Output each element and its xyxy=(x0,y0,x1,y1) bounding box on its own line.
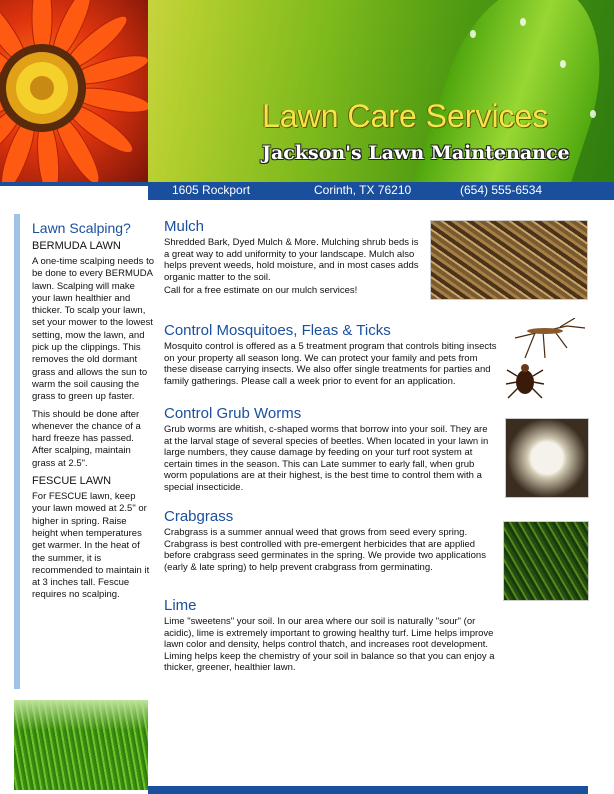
contact-bar xyxy=(148,182,614,200)
mulch-text: Shredded Bark, Dyed Mulch & More. Mulching shrub beds is a great way to add uniformity to your landscape. Mulch also helps prevent weeds, hold moisture, and in most cases adds organic matter to the soil. xyxy=(164,237,419,283)
mulch-heading: Mulch xyxy=(164,218,205,235)
section-lime xyxy=(164,597,504,674)
company-name: Jackson's Lawn Maintenance xyxy=(262,142,570,164)
section-mosquitoes xyxy=(164,322,498,387)
mosquito-tick-illustration xyxy=(505,318,589,408)
sidebar-heading: Lawn Scalping? xyxy=(32,220,131,236)
page-title: Lawn Care Services xyxy=(262,98,549,134)
mosquito-text: Mosquito control is offered as a 5 treatment program that controls biting insects on your property all season long. We can protect your family and pets from these disease carrying insects. We also offer single treatments for parties and family gatherings. Please call a week prior to event for an application. xyxy=(164,341,497,387)
header-divider xyxy=(0,182,148,186)
section-crabgrass xyxy=(164,508,490,573)
grub-text: Grub worms are whitish, c-shaped worms that borrow into your soil. They are at the larval stage of several species of beetles. When located in your lawn in large numbers, they cause damage by feeding on your turf root system at certain times in the season. This can Late summer to early fall, when grub worm populations are at their highest, is the best time to control them with a special insecticide. xyxy=(164,424,489,493)
bermuda-heading: BERMUDA LAWN xyxy=(32,240,121,252)
bermuda-text: A one-time scalping needs to be done to every BERMUDA lawn. Scalping will make your lawn healthier and thicker. To scalp your lawn, set your mower to the lowest setting, mow the lawn, and pick up the clippings. This removes the old dormant grass and allows the sun to warm the soil causing the grass to green up faster. xyxy=(32,256,154,403)
fescue-text: For FESCUE lawn, keep your lawn mowed at 2.5" or higher in spring. Raise height when temperatures get warmer. In the heat of the summer, it is recommended to maintain it at 3 inches tall. Fescue requires no scalping. xyxy=(32,491,150,601)
grub-worm-photo xyxy=(505,418,589,498)
fescue-heading: FESCUE LAWN xyxy=(32,475,112,488)
grass-photo-highlight xyxy=(14,700,148,730)
lime-text: Lime "sweetens" your soil. In our area where our soil is naturally "sour" (or acidic), lime is extremely important to growing healthy turf. Lime helps improve lawn color and density, helps control thatch, and increases root development. Liming helps keep the chemistry of your soil in balance so that you can enjoy a thicker, greener, healthier lawn. xyxy=(164,616,495,674)
bermuda-text-2: This should be done after whenever the chance of a hard freeze has passed. After scalping, maintain grass at 2.5". xyxy=(32,408,141,469)
water-drop-icon xyxy=(560,60,566,68)
section-grub-worms xyxy=(164,405,498,494)
street-address: 1605 Rockport xyxy=(172,183,251,197)
mulch-photo xyxy=(430,220,588,300)
crabgrass-photo xyxy=(503,521,589,601)
city-address: Corinth, TX 76210 xyxy=(314,183,412,197)
water-drop-icon xyxy=(590,110,596,118)
phone-number: (654) 555-6534 xyxy=(460,183,543,197)
header-banner xyxy=(0,0,614,182)
crabgrass-heading: Crabgrass xyxy=(164,508,234,525)
mulch-cta: Call for a free estimate on our mulch services! xyxy=(164,285,358,297)
section-mulch xyxy=(164,218,426,297)
crabgrass-text: Crabgrass is a summer annual weed that grows from seed every spring. Crabgrass is best controlled with pre-emergent herbicides that are applied before crabgrass seed germinates in the spring. We provide two applications (early & late spring) to help prevent crabgrass from germinating. xyxy=(164,527,486,573)
water-drop-icon xyxy=(470,30,476,38)
lime-heading: Lime xyxy=(164,597,197,614)
mosquito-heading: Control Mosquitoes, Fleas & Ticks xyxy=(164,322,391,339)
footer-bar xyxy=(148,786,588,794)
sidebar-lawn-scalping xyxy=(14,214,154,689)
gerbera-flower-image xyxy=(0,0,148,182)
water-drop-icon xyxy=(520,18,526,26)
grub-heading: Control Grub Worms xyxy=(164,405,302,422)
